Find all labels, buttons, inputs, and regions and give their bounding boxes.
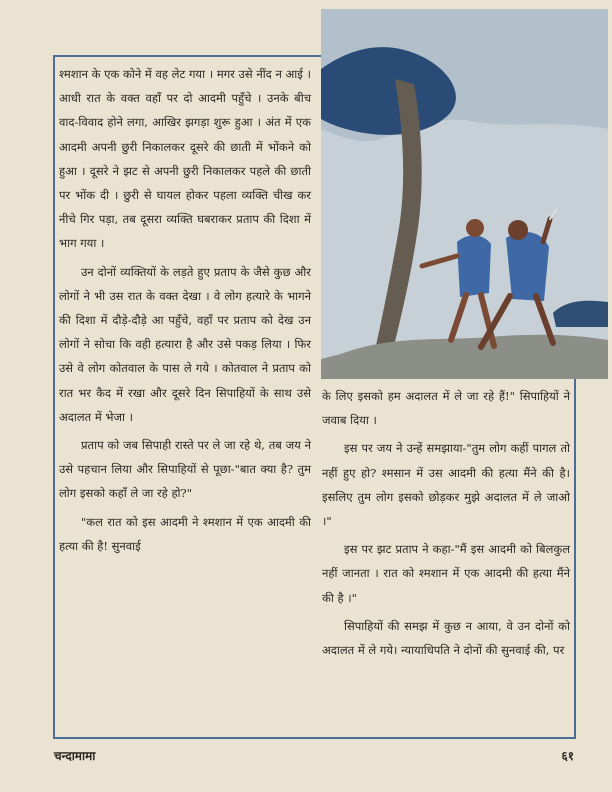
right-paragraph-3: इस पर झट प्रताप ने कहा-"मैं इस आदमी को बिलकुल नहीं जानता । रात को श्मशान में एक आदमी की हत्या मैंने की है ।" (322, 542, 570, 605)
right-paragraph-4: सिपाहियों की समझ में कुछ न आया, वे उन दोनों को अदालत में ले गये। न्यायाधिपति ने दोनों की सुनवाई की, पर (322, 618, 570, 658)
left-fighter-head (466, 219, 484, 237)
left-paragraph-3: प्रताप को जब सिपाही रास्ते पर ले जा रहे थे, तब जय ने उसे पहचान लिया और सिपाहियों से पूछा-"बात क्या है? तुम लोग इसको कहाँ ले जा रहे हो?" (59, 438, 311, 501)
page-number: ६१ (561, 749, 574, 763)
right-paragraph-2: इस पर जय ने उन्हें समझाया-"तुम लोग कहीं पागल तो नहीं हुए हो? श्मसान में उस आदमी की हत्या मैंने की है। इसलिए तुम लोग इसको छोड़कर मुझे अदालत में ले जाओ ।" (322, 441, 570, 529)
right-text-column (322, 384, 570, 735)
left-paragraph-1: श्मशान के एक कोने में वह लेट गया । मगर उसे नींद न आई । आधी रात के वक्त वहाँ पर दो आदमी पहुँचे । उनके बीच वाद-विवाद होने लगा, आखिर झगड़ा शुरू हुआ । अंत में एक आदमी अपनी छुरी निकालकर दूसरे की छाती में भोंकने को हुआ । दूसरे ने झट से अपनी छुरी निकालकर पहले की छाती पर भोंक दी । छुरी से घायल होकर पहला व्यक्ति चीख कर नीचे गिर पड़ा, तब दूसरा व्यक्ति घबराकर प्रताप की दिशा में भाग गया । (59, 67, 311, 251)
right-fighter-head (508, 220, 528, 240)
magazine-title: चन्दामामा (54, 749, 96, 763)
illustration-svg (321, 9, 608, 379)
left-text-column (59, 62, 311, 739)
left-paragraph-2: उन दोनों व्यक्तियों के लड़ते हुए प्रताप के जैसे कुछ और लोगों ने भी उस रात के वक्त देखा । वे लोग हत्यारे के भागने की दिशा में दौड़े-दौड़े आ पहुँचे, वहाँ पर प्रताप को देख उन लोगों ने सोचा कि वही हत्यारा है और उसे पकड़ लिया । फिर उसे वे लोग कोतवाल के पास ले गये । कोतवाल ने प्रताप को रात भर कैद में रखा और दूसरे दिन सिपाहियों के साथ उसे अदालत में भेजा । (59, 264, 311, 424)
right-paragraph-1: के लिए इसको हम अदालत में ले जा रहे हैं!" सिपाहियों ने जवाब दिया । (322, 389, 570, 428)
left-fighter-body (457, 235, 491, 297)
story-illustration (321, 9, 608, 379)
left-paragraph-4: "कल रात को इस आदमी ने श्मशान में एक आदमी की हत्या की है! सुनवाई (59, 514, 311, 553)
